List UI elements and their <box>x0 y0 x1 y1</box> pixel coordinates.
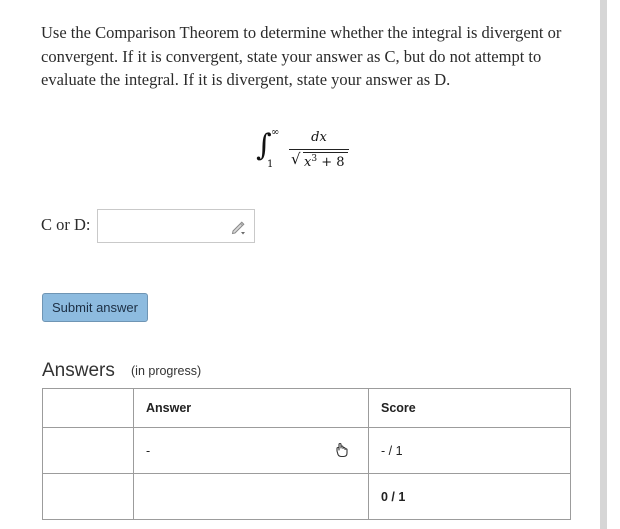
row-score: - / 1 <box>369 428 571 474</box>
radical-sign: √ <box>291 150 301 168</box>
row-number <box>43 428 134 474</box>
total-score: 0 / 1 <box>369 474 571 520</box>
integral-lower-limit: 1 <box>267 159 274 170</box>
answers-status: (in progress) <box>131 364 202 378</box>
hand-pointer-icon[interactable] <box>334 442 350 458</box>
row-answer: - <box>146 443 151 458</box>
table-row <box>43 474 571 520</box>
denominator-base: x <box>304 155 312 170</box>
row-answer <box>134 474 369 520</box>
radical-overline <box>303 152 348 153</box>
denominator-exponent: 3 <box>311 154 318 164</box>
header-answer: Answer <box>134 389 369 428</box>
table-header-row <box>43 389 571 428</box>
row-number <box>43 474 134 520</box>
fraction-denominator <box>304 154 345 170</box>
row-answer-cell <box>134 428 369 474</box>
scrollbar[interactable] <box>600 0 607 529</box>
answers-table <box>42 388 571 520</box>
integral-upper-limit: ∞ <box>271 127 280 138</box>
integral-sign: ∫ <box>256 128 272 163</box>
fraction-numerator: dx <box>311 130 327 145</box>
answer-input[interactable] <box>97 209 255 243</box>
answers-heading: Answers <box>42 360 115 381</box>
pencil-icon[interactable] <box>230 219 246 235</box>
header-number <box>43 389 134 428</box>
question-text: Use the Comparison Theorem to determine whether the integral is divergent or convergent. If it is convergent, state your answer as C, but do not attempt to evaluate the integral. If it is divergent, state your answer as D. <box>41 23 562 89</box>
header-score: Score <box>369 389 571 428</box>
answer-label: C or D: <box>41 215 91 234</box>
integral-expression <box>256 126 366 176</box>
submit-answer-button[interactable]: Submit answer <box>42 293 148 322</box>
table-row <box>43 428 571 474</box>
denominator-rest: + 8 <box>317 155 345 170</box>
